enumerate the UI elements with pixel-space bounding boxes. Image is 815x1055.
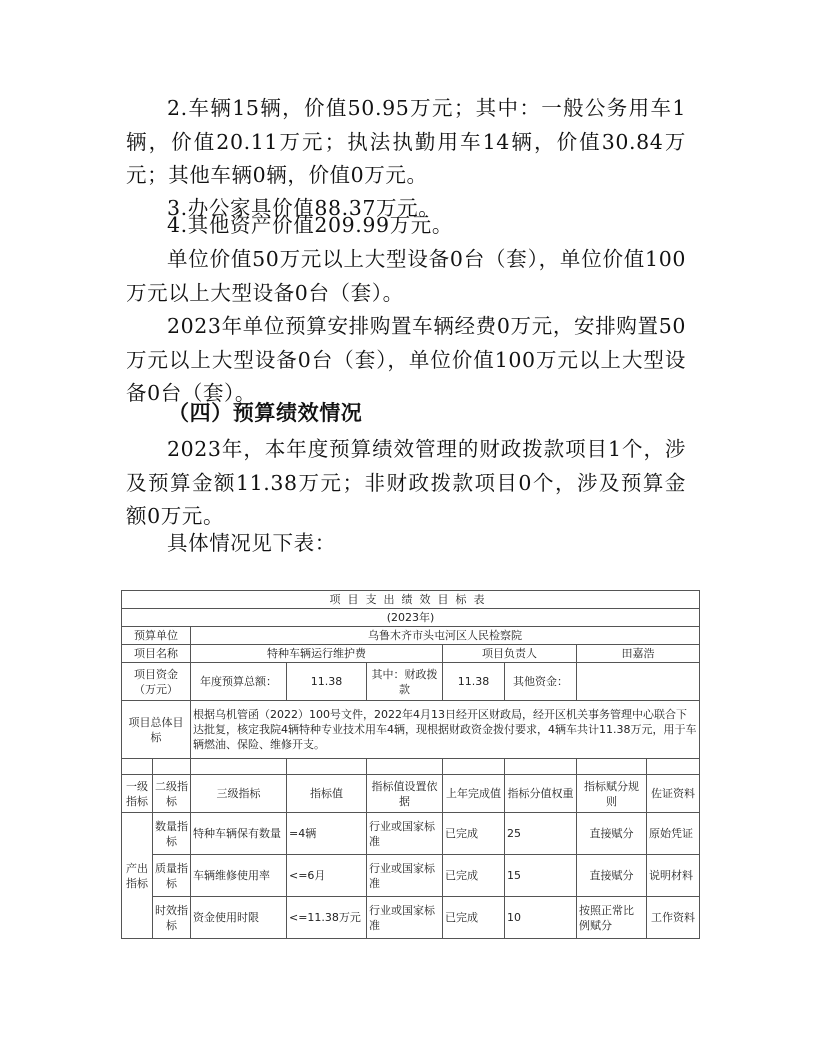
paragraph-furniture: 3.办公家具价值88.37万元。 (167, 196, 440, 220)
weight-cell: 10 (505, 897, 577, 939)
project-fund-label: 项目资金（万元） (122, 663, 191, 701)
fiscal-fund-label: 其中：财政拨款 (367, 663, 443, 701)
table-row (122, 813, 700, 855)
basis-cell: 行业或国家标准 (367, 813, 443, 855)
level3-cell: 车辆维修使用率 (191, 855, 287, 897)
project-goal-label: 项目总体目标 (122, 701, 191, 759)
paragraph-other-assets: 4.其他资产价值209.99万元。 (167, 213, 453, 237)
header-indicator-value: 指标值 (287, 775, 367, 813)
value-cell: <=11.38万元 (287, 897, 367, 939)
header-weight: 指标分值权重 (505, 775, 577, 813)
level2-cell: 时效指标 (153, 897, 191, 939)
level3-cell: 特种车辆保有数量 (191, 813, 287, 855)
basis-cell: 行业或国家标准 (367, 897, 443, 939)
paragraph-large-equipment: 单位价值50万元以上大型设备0台（套），单位价值100万元以上大型设备0台（套）。 (126, 247, 686, 305)
header-basis: 指标值设置依据 (367, 775, 443, 813)
last-year-cell: 已完成 (443, 897, 505, 939)
weight-cell: 15 (505, 855, 577, 897)
header-level3: 三级指标 (191, 775, 287, 813)
header-rule: 指标赋分规则 (577, 775, 647, 813)
paragraph-performance: 2023年，本年度预算绩效管理的财政拨款项目1个，涉及预算金额11.38万元；非财政拨款项目0个，涉及预算金额0万元。 (126, 437, 686, 528)
performance-goal-table (121, 590, 700, 939)
rule-cell: 按照正常比例赋分 (577, 897, 647, 939)
evidence-cell: 原始凭证 (647, 813, 700, 855)
rule-cell: 直接赋分 (577, 813, 647, 855)
basis-cell: 行业或国家标准 (367, 855, 443, 897)
last-year-cell: 已完成 (443, 855, 505, 897)
level2-cell: 数量指标 (153, 813, 191, 855)
budget-unit-value: 乌鲁木齐市头屯河区人民检察院 (191, 627, 700, 645)
budget-unit-label: 预算单位 (122, 627, 191, 645)
last-year-cell: 已完成 (443, 813, 505, 855)
project-leader-value: 田嘉浩 (577, 645, 700, 663)
level2-cell: 质量指标 (153, 855, 191, 897)
other-fund-label: 其他资金： (505, 663, 577, 701)
evidence-cell: 工作资料 (647, 897, 700, 939)
header-level1: 一级指标 (122, 775, 153, 813)
table-row (122, 855, 700, 897)
header-last-year: 上年完成值 (443, 775, 505, 813)
table-year: (2023年) (122, 609, 700, 627)
other-fund-value (577, 663, 700, 701)
annual-total-value: 11.38 (287, 663, 367, 701)
weight-cell: 25 (505, 813, 577, 855)
fiscal-fund-value: 11.38 (443, 663, 505, 701)
value-cell: =4辆 (287, 813, 367, 855)
paragraph-vehicles: 2.车辆15辆，价值50.95万元；其中：一般公务用车1辆，价值20.11万元；执法执勤用车14辆，价值30.84万元；其他车辆0辆，价值0万元。 (126, 96, 686, 187)
paragraph-see-table: 具体情况见下表： (167, 531, 336, 555)
project-name-value: 特种车辆运行维护费 (191, 645, 443, 663)
value-cell: <=6月 (287, 855, 367, 897)
table-title: 项目支出绩效目标表 (122, 591, 700, 609)
project-goal-text: 根据乌机管函（2022）100号文件，2022年4月13日经开区财政局，经开区机关事务管理中心联合下达批复，核定我院4辆特种专业技术用车4辆，现根据财政资金拨付要求，4辆车共计11.38万元，用于车辆燃油、保险、维修开支。 (191, 701, 700, 759)
level1-output: 产出指标 (122, 813, 153, 939)
level3-cell: 资金使用时限 (191, 897, 287, 939)
project-name-label: 项目名称 (122, 645, 191, 663)
table-row (122, 897, 700, 939)
annual-total-label: 年度预算总额： (191, 663, 287, 701)
section-heading: （四）预算绩效情况 (168, 401, 363, 425)
header-level2: 二级指标 (153, 775, 191, 813)
header-evidence: 佐证资料 (647, 775, 700, 813)
project-leader-label: 项目负责人 (443, 645, 577, 663)
rule-cell: 直接赋分 (577, 855, 647, 897)
paragraph-purchase-plan: 2023年单位预算安排购置车辆经费0万元，安排购置50万元以上大型设备0台（套），单位价值100万元以上大型设备0台（套）。 (126, 314, 686, 405)
evidence-cell: 说明材料 (647, 855, 700, 897)
